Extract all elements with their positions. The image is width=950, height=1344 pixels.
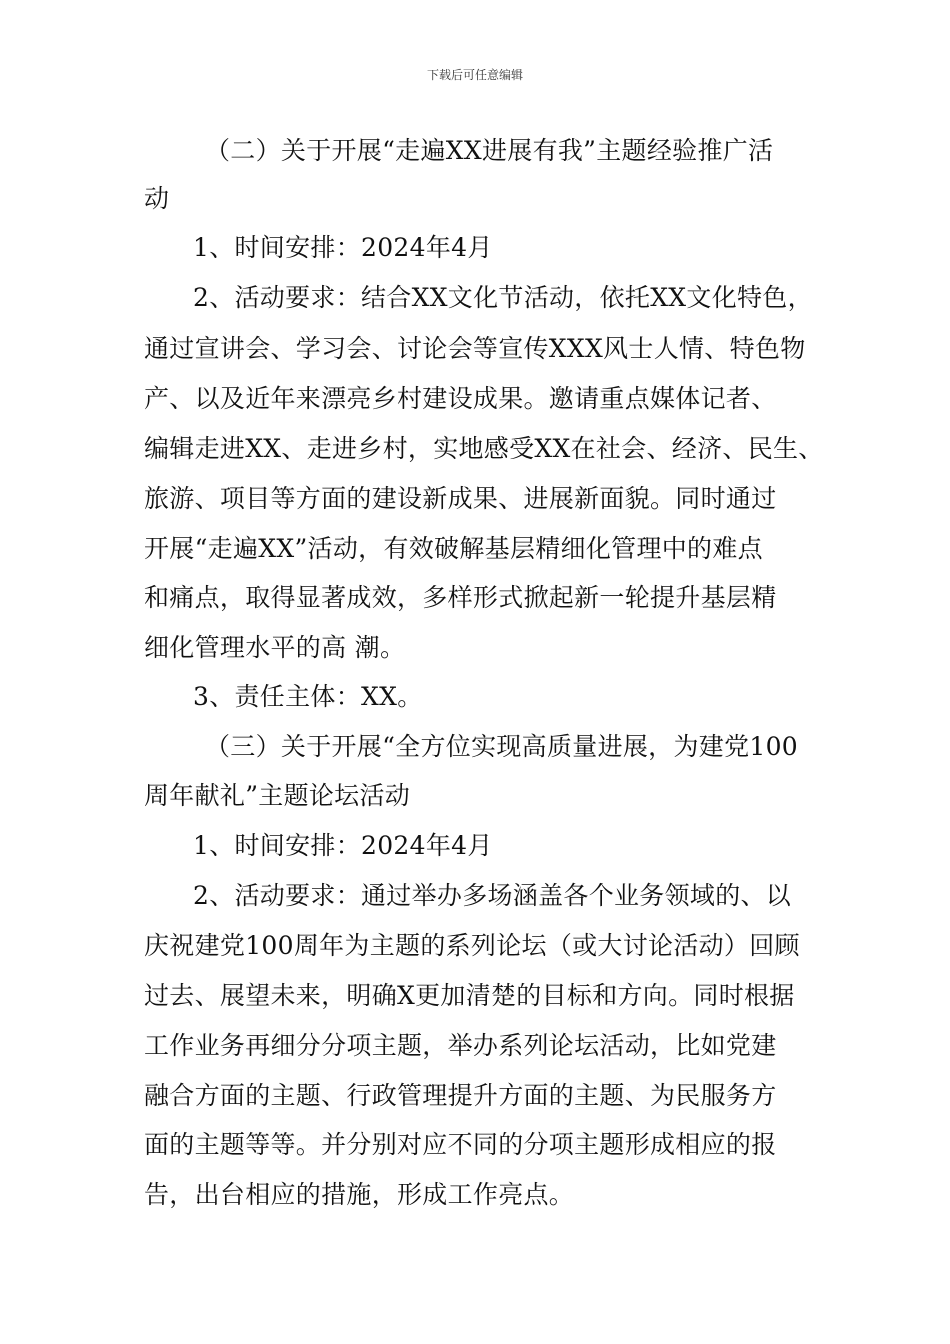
paragraph-line: 开展“走遍XX”活动，有效破解基层精细化管理中的难点 xyxy=(144,534,763,563)
page-header: 下载后可任意编辑 xyxy=(426,68,523,82)
paragraph-line: 庆祝建党100周年为主题的系列论坛（或大讨论活动）回顾 xyxy=(144,931,800,960)
paragraph-line: 旅游、项目等方面的建设新成果、进展新面貌。同时通过 xyxy=(144,484,777,513)
list-item: 1、时间安排：2024年4月 xyxy=(193,233,493,262)
paragraph-line: 通过宣讲会、学习会、讨论会等宣传XXX风士人情、特色物 xyxy=(144,334,806,363)
paragraph-line: 融合方面的主题、行政管理提升方面的主题、为民服务方 xyxy=(144,1081,777,1110)
paragraph-line: 细化管理水平的高 潮。 xyxy=(144,633,406,662)
section-heading: （三）关于开展“全方位实现高质量进展，为建党100 xyxy=(205,732,798,761)
paragraph-line: 工作业务再细分分项主题，举办系列论坛活动，比如党建 xyxy=(144,1031,777,1060)
paragraph-line: 告，出台相应的措施，形成工作亮点。 xyxy=(144,1180,575,1209)
list-item: 1、时间安排：2024年4月 xyxy=(193,831,493,860)
paragraph-line: 产、以及近年来漂亮乡村建设成果。邀请重点媒体记者、 xyxy=(144,384,777,413)
section-heading-continued: 动 xyxy=(144,184,170,213)
paragraph-line: 编辑走进XX、走进乡村，实地感受XX在社会、经济、民生、 xyxy=(144,434,824,463)
section-heading-continued: 周年献礼”主题论坛活动 xyxy=(144,781,411,810)
list-item: 2、活动要求：通过举办多场涵盖各个业务领域的、以 xyxy=(193,881,792,910)
paragraph-line: 和痛点，取得显著成效，多样形式掀起新一轮提升基层精 xyxy=(144,583,777,612)
paragraph-line: 过去、展望未来，明确X更加清楚的目标和方向。同时根据 xyxy=(144,981,795,1010)
list-item: 3、责任主体：XX。 xyxy=(193,682,423,711)
paragraph-line: 面的主题等等。并分别对应不同的分项主题形成相应的报 xyxy=(144,1130,777,1159)
list-item: 2、活动要求：结合XX文化节活动，依托XX文化特色， xyxy=(193,283,813,312)
section-heading: （二）关于开展“走遍XX进展有我”主题经验推广活 xyxy=(205,136,774,165)
